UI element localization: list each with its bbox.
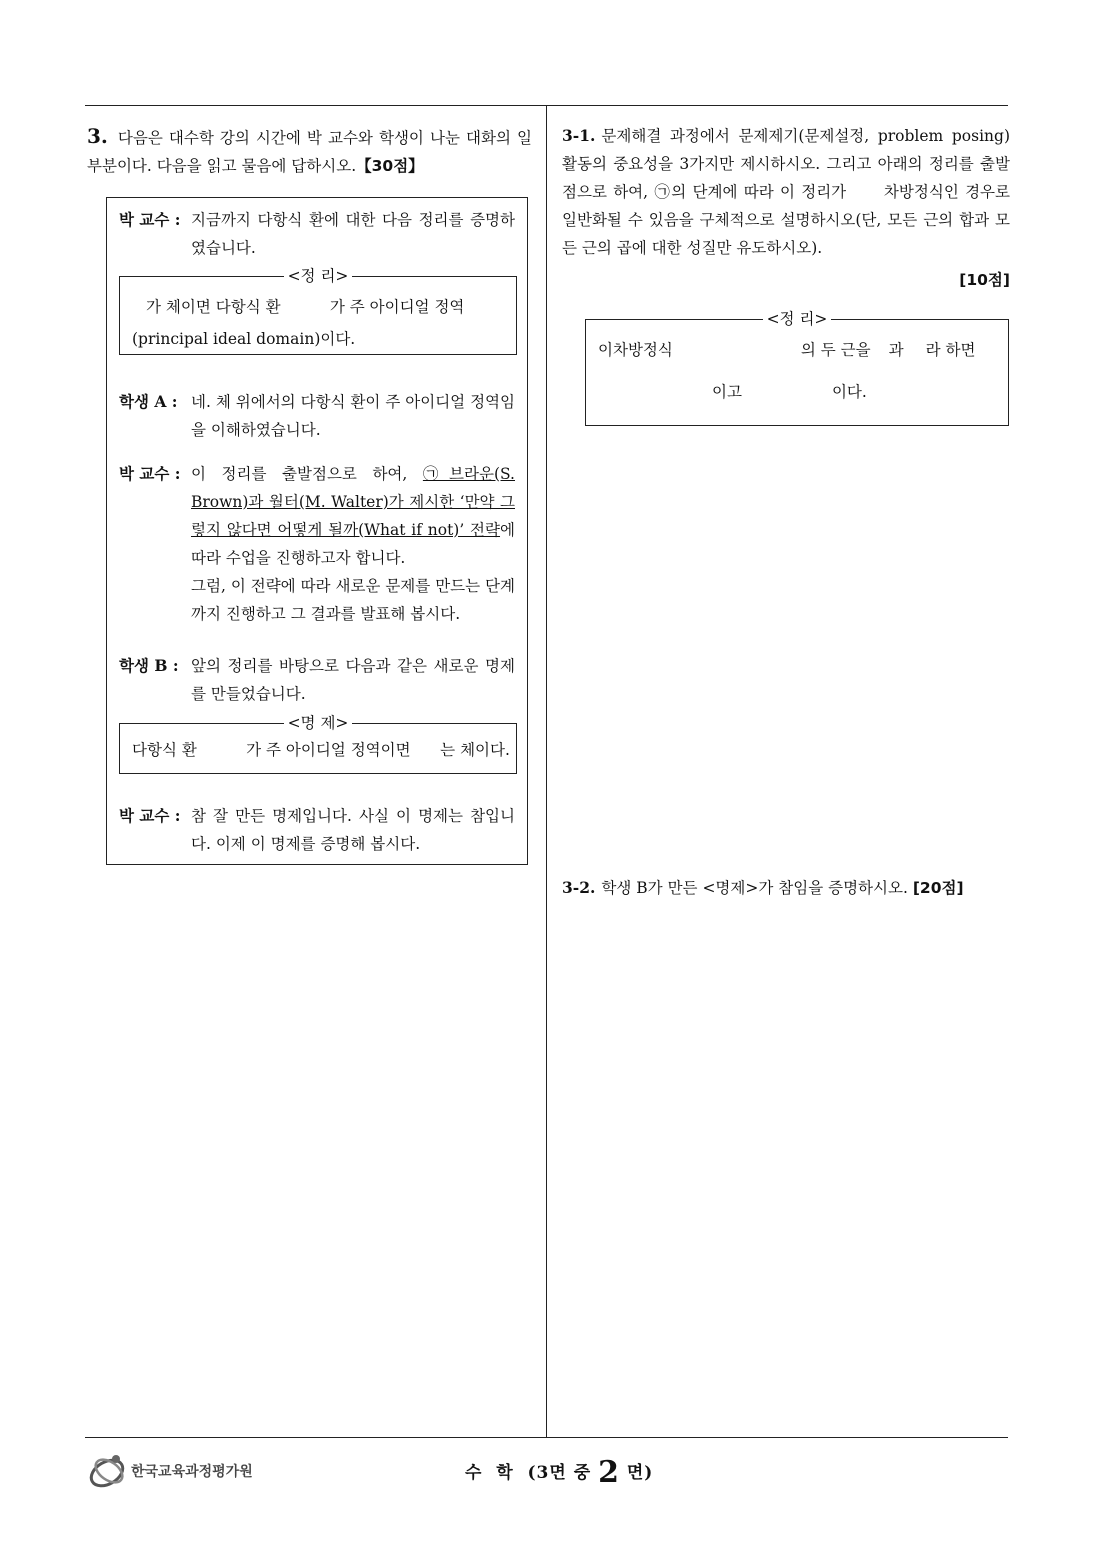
theorem-text: 이고 (712, 383, 742, 401)
column-divider (546, 105, 547, 1437)
institution-logo (85, 1449, 285, 1495)
professor-turn-1 (119, 206, 515, 262)
speaker-label: 학생 B : (119, 656, 179, 675)
question-3-stem (87, 122, 532, 180)
theorem-title: <정 리> (284, 267, 353, 285)
speaker-label: 박 교수 : (119, 210, 181, 229)
sub-question-number: 3-2. (562, 878, 596, 897)
speech-text: 앞의 정리를 바탕으로 다음과 같은 새로운 명제를 만들었습니다. (191, 657, 515, 703)
speaker-label: 박 교수 : (119, 464, 181, 483)
page-suffix: 면) (626, 1463, 654, 1483)
speaker-label: 박 교수 : (119, 806, 181, 825)
question-3-1-stem (562, 122, 1015, 262)
question-3-2 (562, 874, 1010, 902)
question-3-1 (562, 122, 1015, 294)
speech-text: 지금까지 다항식 환에 대한 다음 정리를 증명하였습니다. (191, 211, 515, 257)
kice-emblem-icon (85, 1449, 133, 1495)
theorem-box (119, 267, 517, 355)
theorem-text: 의 두 근을 (800, 341, 871, 359)
sub-question-points: [20점] (912, 879, 964, 897)
theorem-text: 이다. (831, 383, 867, 401)
question-points: 【30점】 (356, 157, 424, 175)
proposition-box (119, 714, 517, 774)
sub-question-points: [10점] (959, 271, 1010, 289)
question-3 (87, 122, 532, 180)
proposition-title: <명 제> (284, 714, 353, 732)
speech-post: 에 따라 수업을 진행하고자 합니다. (191, 521, 515, 567)
speech-text-2: 그럼, 이 전략에 따라 새로운 문제를 만드는 단계까지 진행하고 그 결과를 발표해 봅시다. (191, 577, 515, 623)
what-if-not-strategy: ㉠브라운(S. Brown)과 월터(M. Walter)가 제시한 ‘만약 그렇지 않다면 어떻게 될까(What if not)’ 전략 (191, 465, 515, 539)
professor-turn-3 (119, 802, 515, 858)
speech-text: 네. 체 위에서의 다항식 환이 주 아이디얼 정역임을 이해하였습니다. (191, 393, 515, 439)
theorem-text: 이차방정식 (598, 341, 673, 359)
theorem-line-2 (598, 380, 867, 402)
institution-name: 한국교육과정평가원 (131, 1464, 253, 1480)
theorem-line-2: (principal ideal domain)이다. (132, 330, 356, 348)
speech-pre: 이 정리를 출발점으로 하여, (191, 465, 423, 483)
sub-question-text: 학생 B가 만든 <명제>가 참임을 증명하시오. (601, 879, 908, 897)
speaker-label: 학생 A : (119, 392, 178, 411)
proposition-text: 다항식 환 가 주 아이디얼 정역이면 는 체이다. (132, 741, 510, 759)
question-number: 3. (87, 124, 108, 148)
professor-turn-2 (119, 460, 515, 628)
page-indicator (465, 1455, 653, 1490)
question-text: 다음은 대수학 강의 시간에 박 교수와 학생이 나눈 대화의 일부분이다. 다음을 읽고 물음에 답하시오. (87, 129, 532, 175)
sub-question-number: 3-1. (562, 126, 596, 145)
theorem-title: <정 리> (763, 310, 832, 328)
sub-question-text: 문제해결 과정에서 문제제기(문제설정, problem posing) 활동의 중요성을 3가지만 제시하시오. 그리고 아래의 정리를 출발점으로 하여, ㉠의 단계에 따라 이 정리가 차방정식인 경우로 일반화될 수 있음을 구체적으로 설명하시오(단, 모든 근의 합과 모든 근의 곱에 대한 성질만 유도하시오). (562, 127, 1015, 257)
student-a-turn (119, 388, 515, 444)
student-b-turn (119, 652, 515, 708)
speech-text: 참 잘 만든 명제입니다. 사실 이 명제는 참입니다. 이제 이 명제를 증명해 봅시다. (191, 807, 515, 853)
theorem-line-1: 가 체이면 다항식 환 가 주 아이디얼 정역 (146, 298, 465, 316)
theorem-line-1 (598, 338, 975, 360)
page-subject: 수 학 (3면 중 (465, 1463, 592, 1483)
dialogue-box (106, 197, 528, 865)
theorem-text: 라 하면 (925, 341, 976, 359)
speech-text (191, 460, 515, 628)
page-number: 2 (598, 1455, 620, 1490)
theorem-box-quadratic (585, 310, 1009, 426)
theorem-text: 과 (888, 341, 904, 359)
bottom-rule (85, 1437, 1008, 1438)
